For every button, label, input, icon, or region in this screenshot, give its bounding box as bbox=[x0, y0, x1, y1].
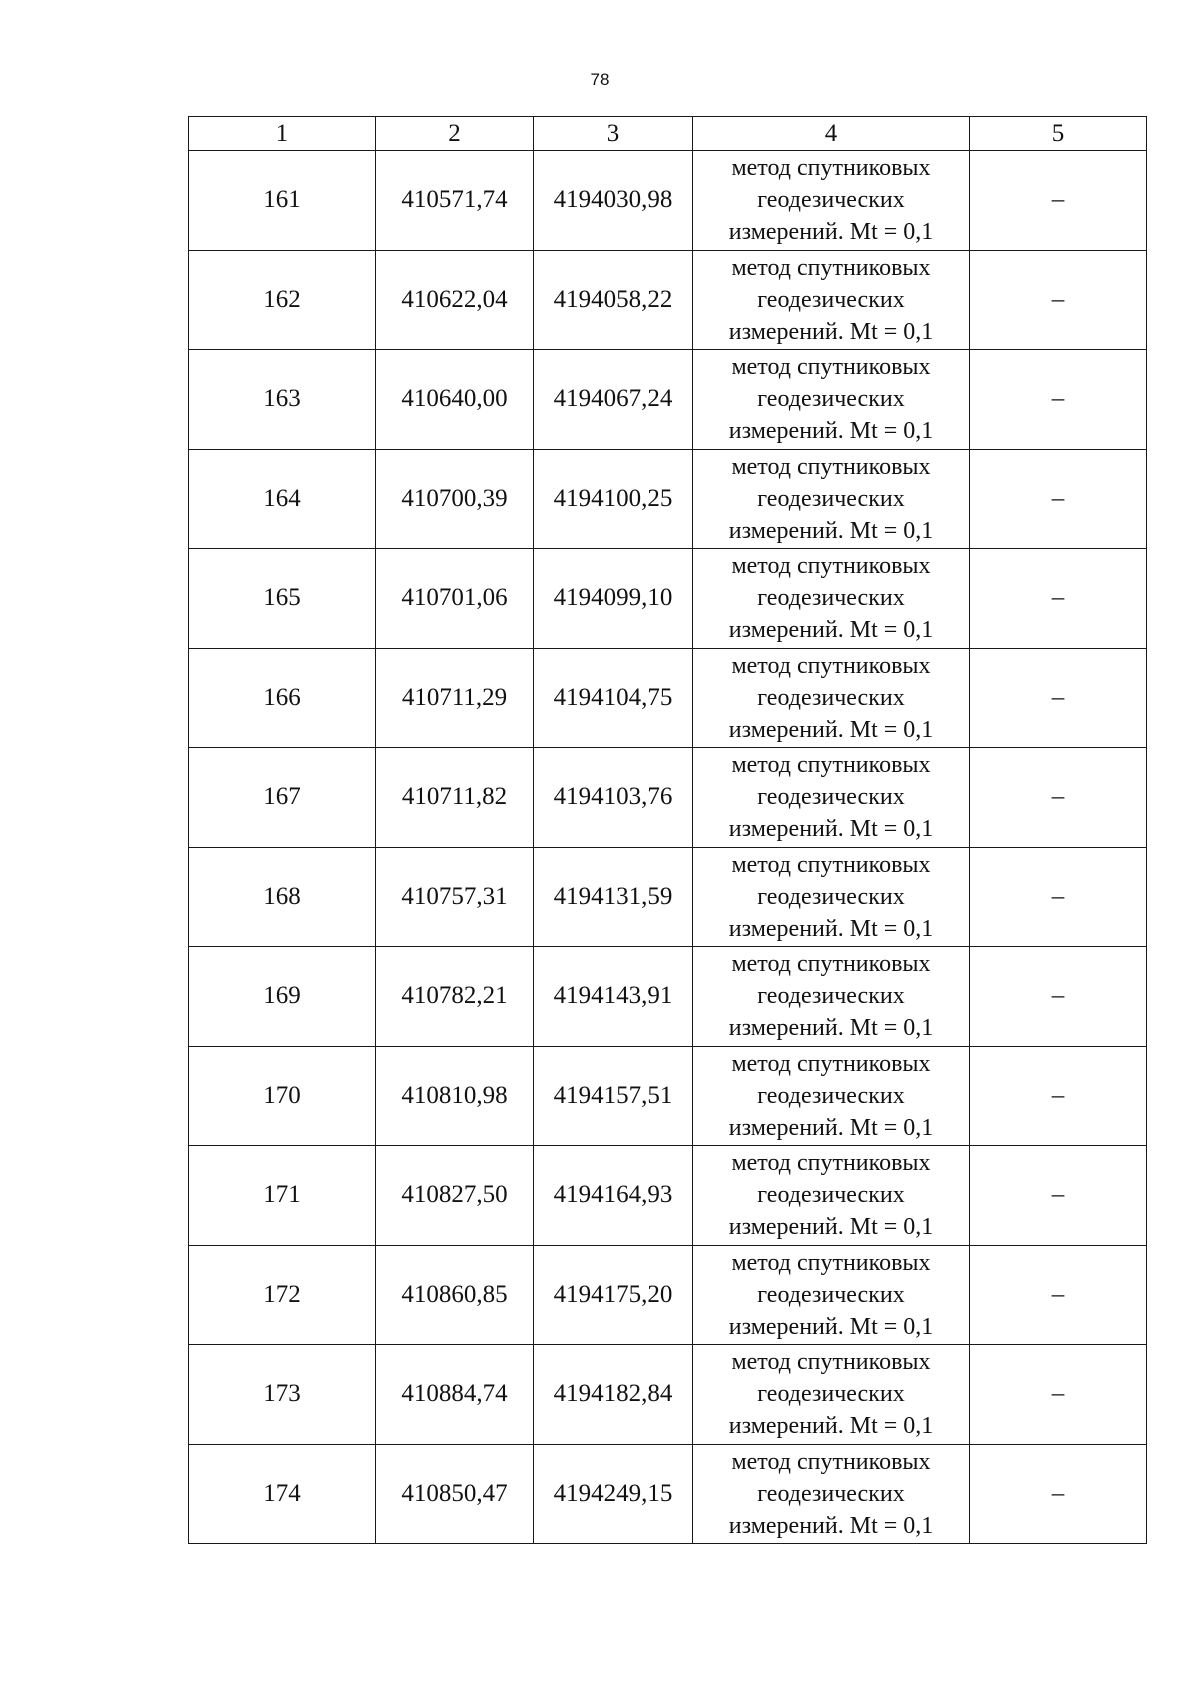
method-line: метод спутниковых bbox=[731, 354, 931, 381]
point-number-cell: 173 bbox=[189, 1345, 376, 1445]
note-cell: – bbox=[970, 250, 1147, 350]
point-number-cell: 172 bbox=[189, 1245, 376, 1345]
method-cell bbox=[693, 947, 970, 1047]
note-cell: – bbox=[970, 748, 1147, 848]
method-line: метод спутниковых bbox=[731, 1448, 931, 1475]
method-cell bbox=[693, 151, 970, 251]
method-cell bbox=[693, 250, 970, 350]
method-cell bbox=[693, 449, 970, 549]
method-line: метод спутниковых bbox=[731, 652, 931, 679]
method-line: измерений. Mt = 0,1 bbox=[728, 1114, 934, 1141]
method-line: измерений. Mt = 0,1 bbox=[728, 318, 934, 345]
table-row bbox=[189, 947, 1147, 1047]
method-line: геодезических bbox=[757, 784, 905, 811]
note-cell: – bbox=[970, 947, 1147, 1047]
method-line: геодезических bbox=[757, 585, 905, 612]
method-line: метод спутниковых bbox=[731, 1150, 931, 1177]
method-line: геодезических bbox=[757, 983, 905, 1010]
method-line: геодезических bbox=[757, 684, 905, 711]
header-col-4: 4 bbox=[693, 117, 970, 151]
y-coordinate-cell: 4194249,15 bbox=[534, 1444, 693, 1544]
y-coordinate-cell: 4194058,22 bbox=[534, 250, 693, 350]
y-coordinate-cell: 4194175,20 bbox=[534, 1245, 693, 1345]
x-coordinate-cell: 410640,00 bbox=[376, 350, 534, 450]
y-coordinate-cell: 4194067,24 bbox=[534, 350, 693, 450]
method-line: геодезических bbox=[757, 1281, 905, 1308]
note-cell: – bbox=[970, 1245, 1147, 1345]
method-line: измерений. Mt = 0,1 bbox=[728, 617, 934, 644]
method-line: геодезических bbox=[757, 187, 905, 214]
method-cell bbox=[693, 1345, 970, 1445]
method-line: метод спутниковых bbox=[731, 1249, 931, 1276]
method-line: измерений. Mt = 0,1 bbox=[728, 716, 934, 743]
method-line: измерений. Mt = 0,1 bbox=[728, 1413, 934, 1440]
method-line: геодезических bbox=[757, 883, 905, 910]
table-row bbox=[189, 449, 1147, 549]
point-number-cell: 167 bbox=[189, 748, 376, 848]
table-row bbox=[189, 549, 1147, 649]
method-line: метод спутниковых bbox=[731, 553, 931, 580]
point-number-cell: 174 bbox=[189, 1444, 376, 1544]
x-coordinate-cell: 410782,21 bbox=[376, 947, 534, 1047]
point-number-cell: 162 bbox=[189, 250, 376, 350]
table-row bbox=[189, 1245, 1147, 1345]
method-line: геодезических bbox=[757, 1182, 905, 1209]
x-coordinate-cell: 410810,98 bbox=[376, 1046, 534, 1146]
coordinates-table bbox=[188, 116, 1147, 1544]
method-line: измерений. Mt = 0,1 bbox=[728, 816, 934, 843]
method-line: метод спутниковых bbox=[731, 851, 931, 878]
y-coordinate-cell: 4194099,10 bbox=[534, 549, 693, 649]
method-line: метод спутниковых bbox=[731, 1349, 931, 1376]
point-number-cell: 161 bbox=[189, 151, 376, 251]
x-coordinate-cell: 410711,82 bbox=[376, 748, 534, 848]
note-cell: – bbox=[970, 449, 1147, 549]
method-line: метод спутниковых bbox=[731, 752, 931, 779]
y-coordinate-cell: 4194157,51 bbox=[534, 1046, 693, 1146]
method-line: геодезических bbox=[757, 1082, 905, 1109]
method-line: метод спутниковых bbox=[731, 254, 931, 281]
method-line: метод спутниковых bbox=[731, 1050, 931, 1077]
table-row bbox=[189, 1444, 1147, 1544]
header-col-5: 5 bbox=[970, 117, 1147, 151]
x-coordinate-cell: 410757,31 bbox=[376, 847, 534, 947]
y-coordinate-cell: 4194143,91 bbox=[534, 947, 693, 1047]
method-line: измерений. Mt = 0,1 bbox=[728, 1214, 934, 1241]
x-coordinate-cell: 410850,47 bbox=[376, 1444, 534, 1544]
point-number-cell: 171 bbox=[189, 1146, 376, 1246]
table-row bbox=[189, 648, 1147, 748]
method-cell bbox=[693, 1146, 970, 1246]
y-coordinate-cell: 4194030,98 bbox=[534, 151, 693, 251]
y-coordinate-cell: 4194182,84 bbox=[534, 1345, 693, 1445]
method-line: измерений. Mt = 0,1 bbox=[728, 1313, 934, 1340]
y-coordinate-cell: 4194103,76 bbox=[534, 748, 693, 848]
table-row bbox=[189, 847, 1147, 947]
x-coordinate-cell: 410711,29 bbox=[376, 648, 534, 748]
note-cell: – bbox=[970, 350, 1147, 450]
y-coordinate-cell: 4194104,75 bbox=[534, 648, 693, 748]
table-row bbox=[189, 250, 1147, 350]
x-coordinate-cell: 410571,74 bbox=[376, 151, 534, 251]
method-line: измерений. Mt = 0,1 bbox=[728, 1512, 934, 1539]
method-line: геодезических bbox=[757, 386, 905, 413]
method-line: измерений. Mt = 0,1 bbox=[728, 418, 934, 445]
method-line: геодезических bbox=[757, 1381, 905, 1408]
point-number-cell: 169 bbox=[189, 947, 376, 1047]
point-number-cell: 168 bbox=[189, 847, 376, 947]
x-coordinate-cell: 410884,74 bbox=[376, 1345, 534, 1445]
table-row bbox=[189, 350, 1147, 450]
note-cell: – bbox=[970, 1345, 1147, 1445]
table-row bbox=[189, 1345, 1147, 1445]
method-line: геодезических bbox=[757, 485, 905, 512]
x-coordinate-cell: 410622,04 bbox=[376, 250, 534, 350]
note-cell: – bbox=[970, 1146, 1147, 1246]
method-cell bbox=[693, 748, 970, 848]
note-cell: – bbox=[970, 549, 1147, 649]
note-cell: – bbox=[970, 648, 1147, 748]
point-number-cell: 170 bbox=[189, 1046, 376, 1146]
table-header-row bbox=[189, 117, 1147, 151]
x-coordinate-cell: 410827,50 bbox=[376, 1146, 534, 1246]
method-line: метод спутниковых bbox=[731, 453, 931, 480]
method-line: геодезических bbox=[757, 1480, 905, 1507]
table-row bbox=[189, 748, 1147, 848]
method-cell bbox=[693, 1046, 970, 1146]
method-line: измерений. Mt = 0,1 bbox=[728, 915, 934, 942]
page-number: 78 bbox=[590, 70, 610, 89]
method-cell bbox=[693, 1444, 970, 1544]
note-cell: – bbox=[970, 1444, 1147, 1544]
method-line: геодезических bbox=[757, 286, 905, 313]
table-row bbox=[189, 1046, 1147, 1146]
header-col-1: 1 bbox=[189, 117, 376, 151]
y-coordinate-cell: 4194131,59 bbox=[534, 847, 693, 947]
note-cell: – bbox=[970, 847, 1147, 947]
method-cell bbox=[693, 350, 970, 450]
point-number-cell: 163 bbox=[189, 350, 376, 450]
table-row bbox=[189, 151, 1147, 251]
x-coordinate-cell: 410701,06 bbox=[376, 549, 534, 649]
method-line: метод спутниковых bbox=[731, 951, 931, 978]
method-cell bbox=[693, 648, 970, 748]
method-line: метод спутниковых bbox=[731, 155, 931, 182]
y-coordinate-cell: 4194164,93 bbox=[534, 1146, 693, 1246]
x-coordinate-cell: 410860,85 bbox=[376, 1245, 534, 1345]
x-coordinate-cell: 410700,39 bbox=[376, 449, 534, 549]
note-cell: – bbox=[970, 151, 1147, 251]
point-number-cell: 165 bbox=[189, 549, 376, 649]
method-line: измерений. Mt = 0,1 bbox=[728, 1015, 934, 1042]
y-coordinate-cell: 4194100,25 bbox=[534, 449, 693, 549]
method-line: измерений. Mt = 0,1 bbox=[728, 219, 934, 246]
method-cell bbox=[693, 549, 970, 649]
point-number-cell: 166 bbox=[189, 648, 376, 748]
method-cell bbox=[693, 847, 970, 947]
header-col-2: 2 bbox=[376, 117, 534, 151]
note-cell: – bbox=[970, 1046, 1147, 1146]
method-cell bbox=[693, 1245, 970, 1345]
table-row bbox=[189, 1146, 1147, 1246]
header-col-3: 3 bbox=[534, 117, 693, 151]
point-number-cell: 164 bbox=[189, 449, 376, 549]
table-body bbox=[189, 151, 1147, 1544]
method-line: измерений. Mt = 0,1 bbox=[728, 517, 934, 544]
